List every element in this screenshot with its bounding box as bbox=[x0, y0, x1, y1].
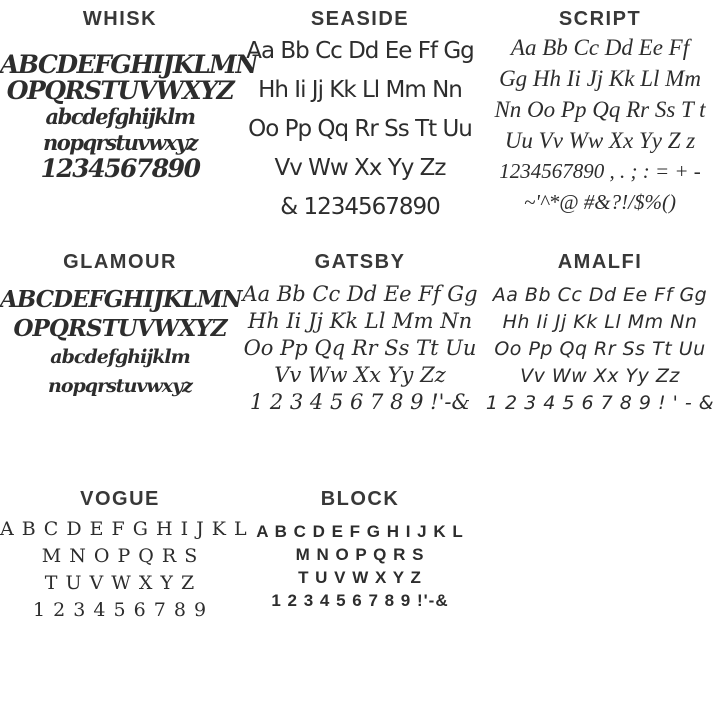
glyph-lines bbox=[240, 32, 480, 227]
glyph-line: Aa Bb Cc Dd Ee Ff Gg bbox=[492, 284, 708, 306]
glyph-line: Vv Ww Xx Yy Zz bbox=[274, 363, 446, 387]
glyph-line: M N O P Q R S bbox=[41, 545, 199, 567]
glyph-line: Oo Pp Qq Rr Ss Tt Uu bbox=[243, 336, 477, 360]
glyph-line: T U V W X Y Z bbox=[298, 568, 422, 587]
glyph-line: 1 2 3 4 5 6 7 8 9 !'-& bbox=[271, 591, 449, 610]
glyph-line: OPQRSTUVWXYZ bbox=[13, 315, 227, 342]
glyph-line: M N O P Q R S bbox=[295, 545, 425, 564]
specimen-vogue bbox=[0, 460, 248, 720]
glyph-line: ABCDEFGHIJKLMN bbox=[0, 286, 242, 313]
glyph-line: Hh Ii Jj Kk Ll Mm Nn bbox=[258, 77, 462, 103]
glyph-line: Oo Pp Qq Rr Ss Tt Uu bbox=[494, 338, 706, 360]
font-name-amalfi: AMALFI bbox=[557, 251, 643, 273]
glyph-line: Aa Bb Cc Dd Ee Ff bbox=[510, 35, 690, 60]
glyph-line: Uu Vv Ww Xx Yy Z z bbox=[504, 128, 696, 153]
glyph-lines bbox=[0, 50, 257, 183]
glyph-lines bbox=[240, 520, 480, 612]
glyph-lines bbox=[480, 32, 720, 218]
glyph-line: OPQRSTUVWXYZ bbox=[6, 76, 234, 105]
glyph-line: Nn Oo Pp Qq Rr Ss T t bbox=[494, 97, 706, 122]
glyph-line: 1234567890 bbox=[40, 154, 200, 183]
glyph-line: 1234567890 , . ; : = + - bbox=[499, 159, 701, 183]
specimen-gatsby bbox=[240, 238, 480, 460]
specimen-block bbox=[240, 460, 480, 720]
glyph-lines bbox=[240, 281, 480, 416]
glyph-line: abcdefghijklm bbox=[50, 346, 190, 368]
font-name-script: SCRIPT bbox=[558, 8, 642, 30]
glyph-line: Gg Hh Ii Jj Kk Ll Mm bbox=[499, 66, 701, 91]
glyph-lines bbox=[0, 285, 240, 401]
glyph-line: Vv Ww Xx Yy Zz bbox=[274, 155, 446, 181]
glyph-lines bbox=[0, 516, 248, 624]
glyph-line: 1 2 3 4 5 6 7 8 9 bbox=[32, 599, 208, 621]
glyph-line: ABCDEFGHIJKLMN bbox=[0, 50, 257, 79]
glyph-line: A B C D E F G H I J K L bbox=[256, 522, 464, 541]
specimen-amalfi bbox=[480, 238, 720, 460]
glyph-line: 1 2 3 4 5 6 7 8 9 ! ' - & bbox=[485, 392, 715, 414]
specimen-seaside bbox=[240, 0, 480, 238]
glyph-line: Hh Ii Jj Kk Ll Mm Nn bbox=[502, 311, 698, 333]
font-name-block: BLOCK bbox=[320, 488, 400, 510]
glyph-line: abcdefghijklm bbox=[45, 104, 195, 129]
font-name-whisk: WHISK bbox=[82, 8, 158, 30]
font-name-vogue: VOGUE bbox=[80, 488, 160, 510]
glyph-line: & 1234567890 bbox=[280, 194, 440, 220]
font-name-gatsby: GATSBY bbox=[314, 251, 406, 273]
glyph-line: 1 2 3 4 5 6 7 8 9 !'-& bbox=[249, 390, 471, 414]
glyph-line: Oo Pp Qq Rr Ss Tt Uu bbox=[248, 116, 472, 142]
glyph-line: nopqrstuvwxyz bbox=[43, 130, 197, 155]
glyph-line: nopqrstuvwxyz bbox=[48, 375, 192, 397]
glyph-line: A B C D E F G H I J K L bbox=[0, 518, 248, 540]
glyph-line: Aa Bb Cc Dd Ee Ff Gg bbox=[246, 38, 474, 64]
glyph-line: Aa Bb Cc Dd Ee Ff Gg bbox=[242, 282, 478, 306]
font-name-seaside: SEASIDE bbox=[310, 8, 410, 30]
specimen-script bbox=[480, 0, 720, 238]
glyph-line: T U V W X Y Z bbox=[44, 572, 196, 594]
glyph-line: Hh Ii Jj Kk Ll Mm Nn bbox=[247, 309, 473, 333]
font-name-glamour: GLAMOUR bbox=[63, 251, 177, 273]
specimen-whisk bbox=[0, 0, 257, 238]
glyph-lines bbox=[480, 282, 720, 417]
glyph-line: ~'^*@ #&?!/$%() bbox=[524, 190, 676, 214]
specimen-glamour bbox=[0, 238, 240, 460]
glyph-line: Vv Ww Xx Yy Zz bbox=[520, 365, 680, 387]
